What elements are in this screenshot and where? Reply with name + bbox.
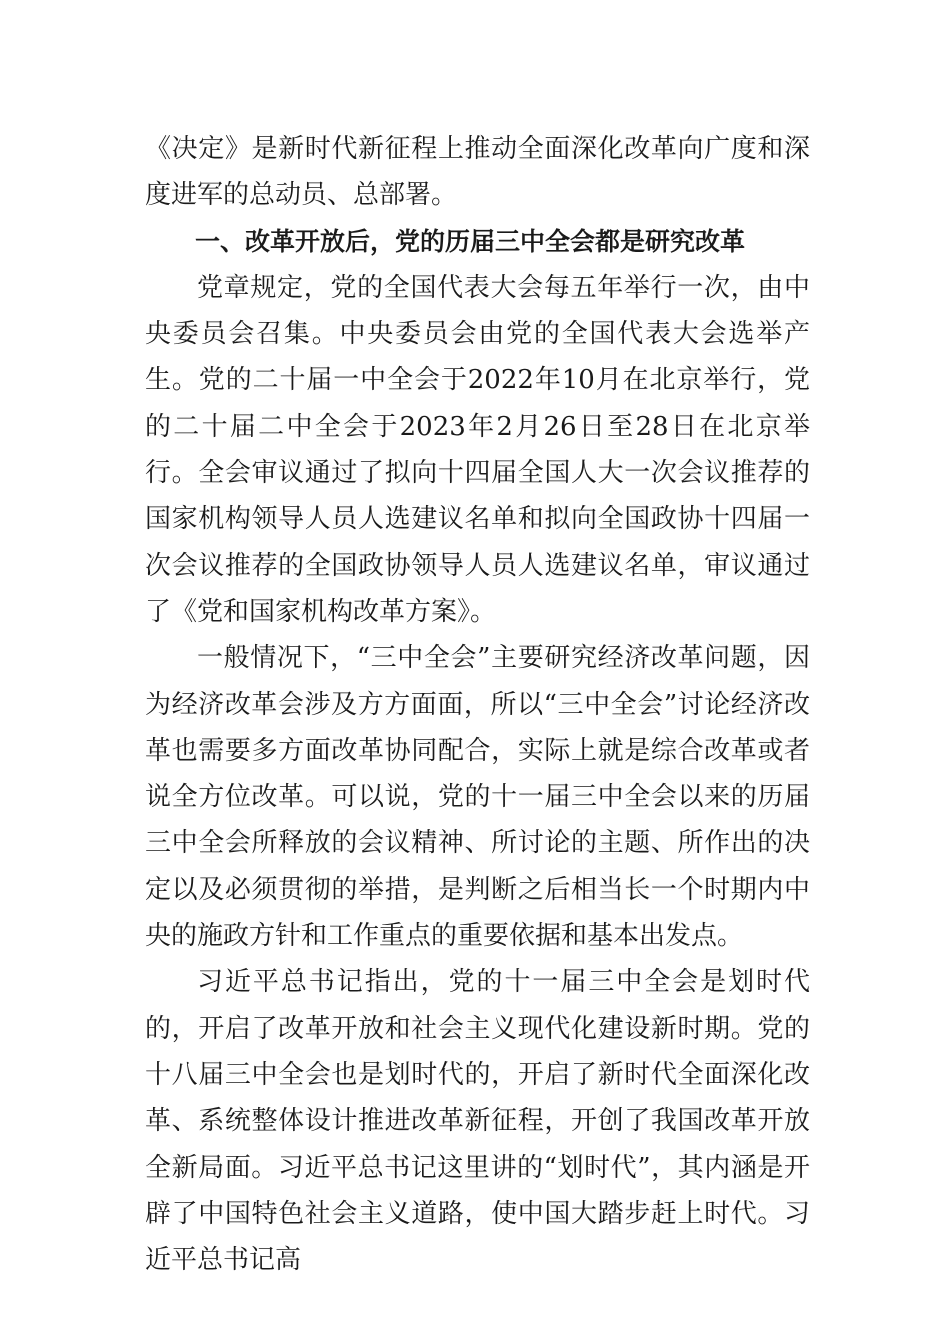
section-heading: 一、改革开放后，党的历届三中全会都是研究改革 (195, 226, 746, 256)
paragraph-third-plenum-general: 一般情况下，“三中全会”主要研究经济改革问题，因为经济改革会涉及方方面面，所以“三中全会”讨论经济改革也需要多方面改革协同配合，实际上就是综合改革或者说全方位改革。可以说，党的十一届三中全会以来的历届三中全会所释放的会议精神、所讨论的主题、所作出的决定以及必须贯彻的举措，是判断之后相当长一个时期内中央的施政方针和工作重点的重要依据和基本出发点。 (145, 643, 810, 952)
paragraph-party-constitution: 党章规定，党的全国代表大会每五年举行一次，由中央委员会召集。中央委员会由党的全国代表大会选举产生。党的二十届一中全会于2022年10月在北京举行，党的二十届二中全会于2023年2月26日至28日在北京举行。全会审议通过了拟向十四届全国人大一次会议推荐的国家机构领导人员人选建议名单和拟向全国政协十四届一次会议推荐的全国政协领导人员人选建议名单，审议通过了《党和国家机构改革方案》。 (145, 272, 810, 627)
paragraph-epoch-making: 习近平总书记指出，党的十一届三中全会是划时代的，开启了改革开放和社会主义现代化建设新时期。党的十八届三中全会也是划时代的，开启了新时代全面深化改革、系统整体设计推进改革新征程，开创了我国改革开放全新局面。习近平总书记这里讲的“划时代”，其内涵是开辟了中国特色社会主义道路，使中国大踏步赶上时代。习近平总书记高 (145, 967, 810, 1276)
paragraph-continued: 《决定》是新时代新征程上推动全面深化改革向广度和深度进军的总动员、总部署。 (145, 134, 810, 211)
document-body (145, 126, 810, 1283)
